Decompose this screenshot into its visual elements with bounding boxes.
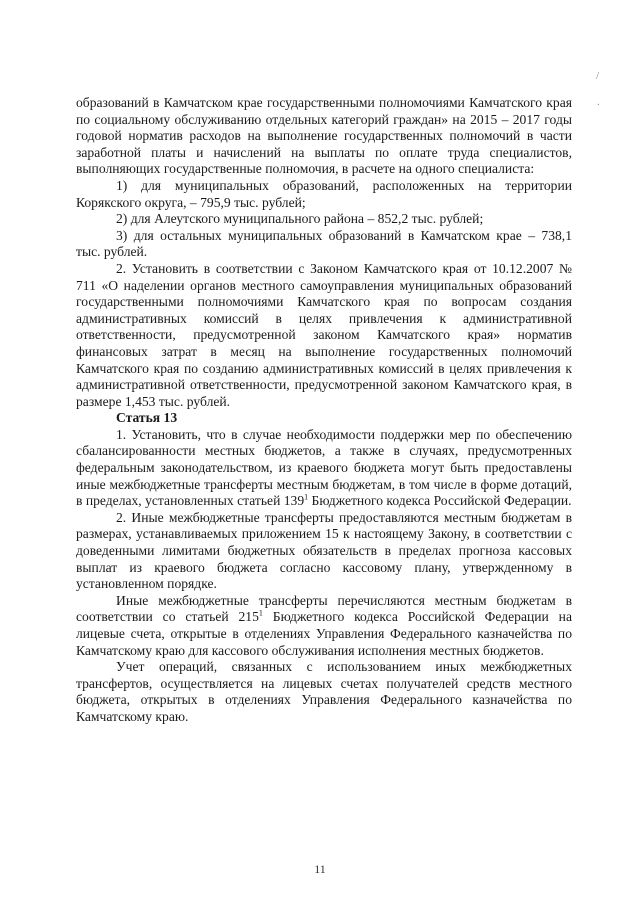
list-item-3: 3) для остальных муниципальных образований в Камчатском крае – 738,1 тыс. рублей. bbox=[76, 227, 572, 260]
margin-slash-mark: / bbox=[596, 70, 600, 82]
article-paragraph-4: Учет операций, связанных с использованием иных межбюджетных трансфертов, осуществляется на лицевых счетах получателей средств местного бюджета, открытых в отделениях Управления Федерального казначейства по Камчатскому краю. bbox=[76, 659, 572, 724]
page-number: 11 bbox=[314, 862, 326, 876]
document-body bbox=[76, 95, 572, 726]
list-item-2: 2) для Алеутского муниципального района – 852,2 тыс. рублей; bbox=[116, 211, 484, 227]
list-item-1: 1) для муниципальных образований, расположенных на территории Корякского округа, – 795,9 тыс. рублей; bbox=[76, 177, 572, 210]
paragraph-item-2: 2. Установить в соответствии с Законом Камчатского края от 10.12.2007 № 711 «О наделении органов местного самоуправления муниципальных образований государственными полномочиями Камчатского края по вопросам создания административных комиссий в целях привлечения к административной ответственности, предусмотренной законом Камчатского края» норматив финансовых затрат в месяц на выполнение государственных полномочий Камчатского края по созданию административных комиссий в целях привлечения к административной ответственности, предусмотренной законом Камчатского края, в размере 1,453 тыс. рублей. bbox=[76, 260, 572, 409]
article-heading: Статья 13 bbox=[116, 410, 178, 426]
article-paragraph-3: Иные межбюджетные трансферты перечисляются местным бюджетам в соответствии со статьей $215^1$ Бюджетного кодекса Российской Федерации на лицевые счета, открытые в отделениях Управления Федерального казначейства по Камчатскому краю для кассового обслуживания исполнения местных бюджетов. bbox=[76, 592, 572, 658]
article-paragraph-1: 1. Установить, что в случае необходимости поддержки мер по обеспечению сбалансированности местных бюджетов, а также в случаях, предусмотренных федеральным законодательством, из краевого бюджета могут быть предоставлены иные межбюджетные трансферты местным бюджетам, в том числе в форме дотаций, в пределах, установленных статьей $139^1$ Бюджетного кодекса Российской Федерации. bbox=[76, 426, 572, 509]
article-paragraph-2: 2. Иные межбюджетные трансферты предоставляются местным бюджетам в размерах, устанавливаемых приложением 15 к настоящему Закону, в соответствии с доведенными лимитами бюджетных обязательств в пределах прогноза кассовых выплат из краевого бюджета согласно кассовому плану, утвержденному в установленном порядке. bbox=[76, 509, 572, 592]
paragraph-continuation: образований в Камчатском крае государственными полномочиями Камчатского края по социальному обслуживанию отдельных категорий граждан» на 2015 – 2017 годы годовой норматив расходов на выполнение государственных полномочий в части заработной платы и начислений на выплаты по оплате труда специалистов, выполняющих государственные полномочия, в расчете на одного специалиста: bbox=[76, 95, 572, 177]
margin-dot-mark: . bbox=[597, 96, 600, 108]
